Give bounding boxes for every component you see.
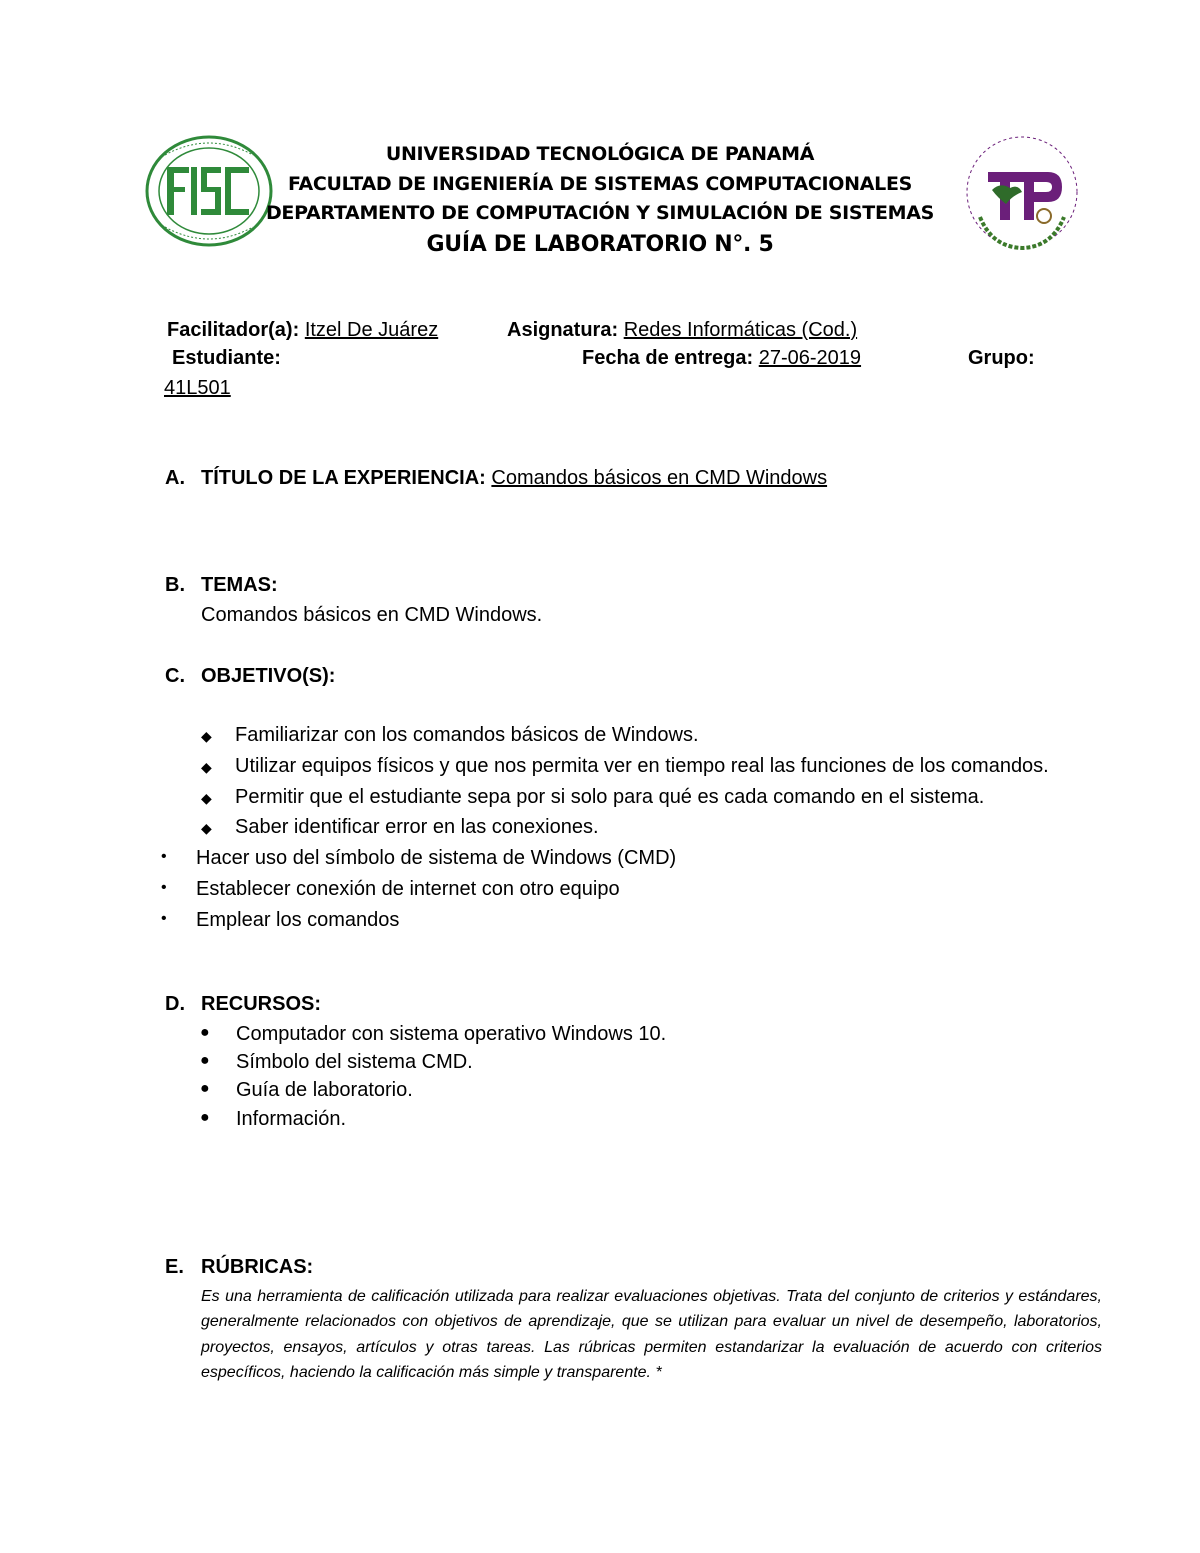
section-a-row [201,467,827,490]
section-a-title: TÍTULO DE LA EXPERIENCIA: [201,467,486,489]
faculty-name: FACULTAD DE INGENIERÍA DE SISTEMAS COMPUTACIONALES [287,173,913,195]
section-b-title: TEMAS: [201,574,278,596]
grupo-row [968,347,1035,370]
section-b-letter: B. [165,574,185,596]
facilitador-value: Itzel De Juárez [304,319,439,341]
section-a-letter: A. [165,467,185,489]
diamond-bullet-icon: ◆ [201,790,212,806]
fecha-value: 27-06-2019 [758,347,862,369]
asignatura-label: Asignatura: [507,319,619,341]
facilitador-label: Facilitador(a): [167,319,300,341]
section-a-value: Comandos básicos en CMD Windows [491,467,828,489]
section-d-letter: D. [165,993,185,1015]
asignatura-value: Redes Informáticas (Cod.) [623,319,858,341]
facilitador-row [167,319,438,342]
objective-item: Permitir que el estudiante sepa por si solo para qué es cada comando en el sistema. [235,786,985,808]
guide-title: GUÍA DE LABORATORIO N°. 5 [426,232,774,257]
resource-item: Guía de laboratorio. [236,1079,413,1101]
resource-item: Computador con sistema operativo Windows 10. [236,1023,667,1045]
section-c-letter: C. [165,665,185,687]
grupo-label: Grupo: [968,347,1035,369]
disc-bullet-icon: ● [200,1080,210,1097]
section-c-title: OBJETIVO(S): [201,665,336,687]
estudiante-row [172,347,281,370]
objective-item: Saber identificar error en las conexiones. [235,816,599,838]
dot-bullet-icon: • [161,879,167,896]
disc-bullet-icon: ● [200,1052,210,1069]
university-name: UNIVERSIDAD TECNOLÓGICA DE PANAMÁ [385,143,815,165]
section-b-text: Comandos básicos en CMD Windows. [201,604,543,626]
grupo-value-row [164,377,231,400]
section-e-title: RÚBRICAS: [201,1256,314,1278]
resource-item: Símbolo del sistema CMD. [236,1051,473,1073]
objective-item: Familiarizar con los comandos básicos de Windows. [235,724,699,746]
diamond-bullet-icon: ◆ [201,728,212,744]
dot-bullet-icon: • [161,910,167,927]
objective-item: Hacer uso del símbolo de sistema de Windows (CMD) [196,847,677,869]
fecha-row [582,347,861,370]
section-d-title: RECURSOS: [201,993,322,1015]
asignatura-row [507,319,857,342]
section-e-letter: E. [165,1256,184,1278]
resource-item: Información. [236,1108,347,1130]
diamond-bullet-icon: ◆ [201,759,212,775]
utp-logo [962,132,1082,254]
diamond-bullet-icon: ◆ [201,820,212,836]
dot-bullet-icon: • [161,848,167,865]
grupo-value: 41L501 [164,377,231,399]
rubric-description: Es una herramienta de calificación utilizada para realizar evaluaciones objetivas. Trata del conjunto de criterios y estándares, generalmente relacionados con objetivos de aprendizaje, que se utilizan para evaluar un nivel de desempeño, laboratorios, proyectos, ensayos, artículos y otras tareas. Las rúbricas permiten estandarizar la evaluación de acuerdo con criterios específicos, haciendo la calificación más simple y transparente. * [201,1288,1102,1381]
fecha-label: Fecha de entrega: [582,347,754,369]
department-name: DEPARTAMENTO DE COMPUTACIÓN Y SIMULACIÓN DE SISTEMAS [265,202,935,224]
objective-item: Emplear los comandos [196,909,400,931]
objective-item: Establecer conexión de internet con otro equipo [196,878,620,900]
disc-bullet-icon: ● [200,1109,210,1126]
estudiante-label: Estudiante: [172,347,281,369]
objective-item: Utilizar equipos físicos y que nos permita ver en tiempo real las funciones de los comandos. [235,755,1049,777]
disc-bullet-icon: ● [200,1024,210,1041]
